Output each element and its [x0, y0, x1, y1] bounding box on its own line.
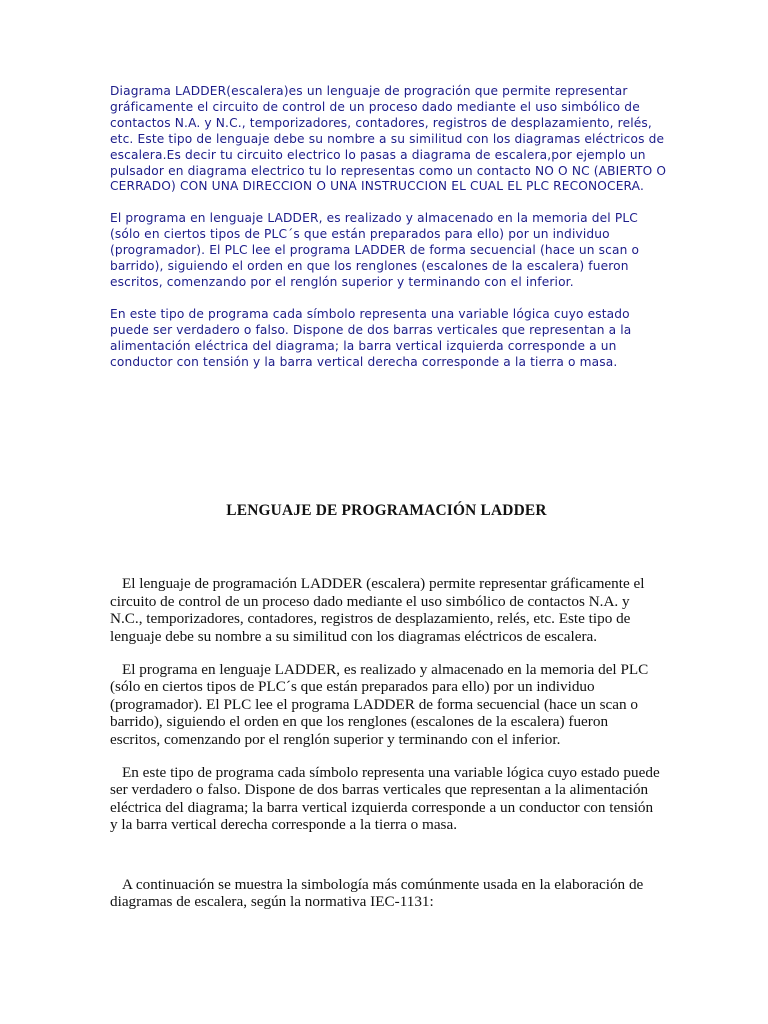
body-paragraph-4: A continuación se muestra la simbología más comúnmente usada en la elaboración de diagramas de escalera, según la normativa IEC-1131: [110, 875, 644, 911]
body-paragraph-3: En este tipo de programa cada símbolo representa una variable lógica cuyo estado puede ser verdadero o falso. Dispone de dos barras verticales que representan a la alimentación eléctrica del diagrama; la barra vertical izquierda corresponde a un conductor con tensión y la barra vertical derecha corresponde a la tierra o masa. [110, 764, 660, 834]
intro-paragraph-1: Diagrama LADDER(escalera)es un lenguaje de progración que permite representar gráficamente el circuito de control de un proceso dado mediante el uso simbólico de contactos N.A. y N.C., temporizadores, contadores, registros de desplazamiento, relés, etc. Este tipo de lenguaje debe su nombre a su similitud con los diagramas eléctricos de escalera.Es decir tu circuito electrico lo pasas a diagrama de escalera,por ejemplo un pulsador en diagrama electrico tu lo representas como un contacto NO O NC (ABIERTO O CERRADO) CON UNA DIRECCION O UNA INSTRUCCION EL CUAL EL PLC RECONOCERA. [110, 84, 667, 194]
intro-paragraph-2: El programa en lenguaje LADDER, es realizado y almacenado en la memoria del PLC (sólo en ciertos tipos de PLC´s que están preparados para ello) por un individuo (programador). El PLC lee el programa LADDER de forma secuencial (hace un scan o barrido), siguiendo el orden en que los renglones (escalones de la escalera) fueron escritos, comenzando por el renglón superior y terminando con el inferior. [110, 211, 640, 289]
intro-paragraph-3: En este tipo de programa cada símbolo representa una variable lógica cuyo estado puede ser verdadero o falso. Dispone de dos barras verticales que representan a la alimentación eléctrica del diagrama; la barra vertical izquierda corresponde a un conductor con tensión y la barra vertical derecha corresponde a la tierra o masa. [110, 306, 632, 369]
main-section [110, 502, 660, 927]
body-paragraph-2: El programa en lenguaje LADDER, es realizado y almacenado en la memoria del PLC (sólo en ciertos tipos de PLC´s que están preparados para ello) por un individuo (programador). El PLC lee el programa LADDER de forma secuencial (hace un scan o barrido), siguiendo el orden en que los renglones (escalones de la escalera) fueron escritos, comenzando por el renglón superior y terminando con el inferior. [110, 661, 649, 748]
intro-section [110, 84, 670, 387]
section-title: LENGUAJE DE PROGRAMACIÓN LADDER [226, 502, 547, 519]
body-paragraph-1: El lenguaje de programación LADDER (escalera) permite representar gráficamente el circuito de control de un proceso dado mediante el uso simbólico de contactos N.A. y N.C., temporizadores, contadores, registros de desplazamiento, relés, etc. Este tipo de lenguaje debe su nombre a su similitud con los diagramas eléctricos de escalera. [110, 575, 645, 645]
